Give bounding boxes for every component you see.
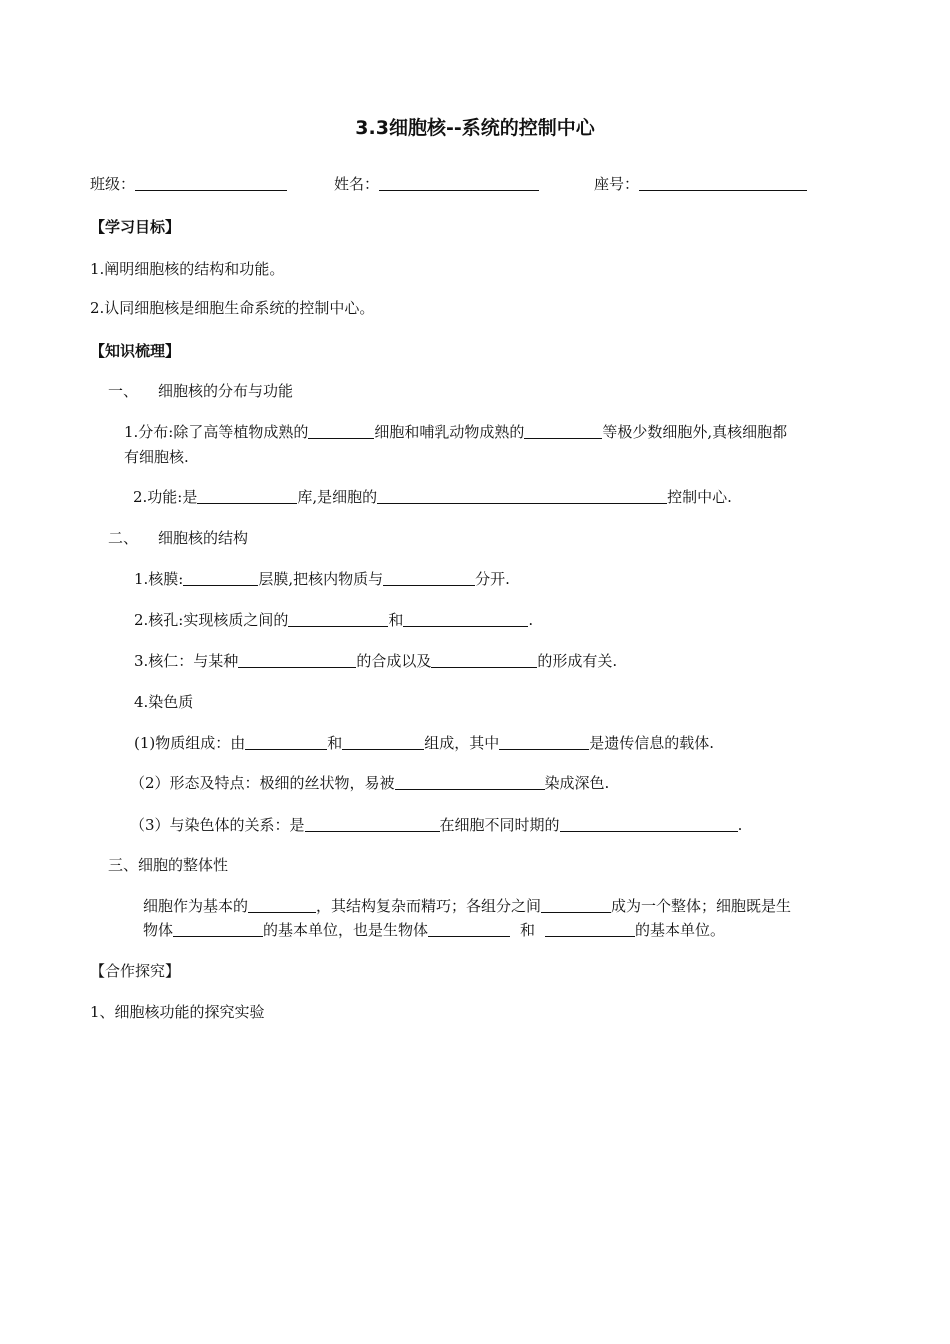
class-label: 班级： <box>90 175 136 193</box>
p2-4-2b: 染成深色. <box>544 774 610 792</box>
blank-dna[interactable] <box>245 734 327 750</box>
p2-4-3c: . <box>737 816 743 834</box>
p3-line2 <box>143 920 725 940</box>
blank-system[interactable] <box>248 897 316 913</box>
p3-line1 <box>143 896 791 916</box>
blank-same-substance[interactable] <box>305 816 440 832</box>
blank-coordinate[interactable] <box>541 897 611 913</box>
coop-item-1: 1、细胞核功能的探究实验 <box>90 1003 265 1021</box>
p2-1a: 1.核膜: <box>134 570 184 588</box>
info-row <box>90 174 287 194</box>
p3-a: 细胞作为基本的 <box>143 897 249 915</box>
blank-layers[interactable] <box>183 570 258 586</box>
p3-d: 物体 <box>143 921 174 939</box>
p2-2c: . <box>528 611 534 629</box>
blank-two-states[interactable] <box>560 816 738 832</box>
p2-4-shape <box>130 773 609 793</box>
blank-mammal-cell[interactable] <box>524 423 602 439</box>
p2-chromatin: 4.染色质 <box>134 693 194 711</box>
name-label: 姓名： <box>334 175 380 193</box>
class-blank[interactable] <box>135 175 287 191</box>
coop-header: 【合作探究】 <box>90 962 181 980</box>
blank-control[interactable] <box>377 488 667 504</box>
blank-rna[interactable] <box>238 652 356 668</box>
name-field <box>334 174 539 194</box>
p2-4-1c: 组成，其中 <box>424 734 500 752</box>
p2-4-1a: (1)物质组成：由 <box>134 734 246 752</box>
p2-4-composition <box>134 733 714 753</box>
p1-2b: 库,是细胞的 <box>297 488 378 506</box>
p3-e: 的基本单位，也是生物体 <box>263 921 429 939</box>
part1-heading <box>108 381 293 401</box>
goal-1: 1.阐明细胞核的结构和功能。 <box>90 260 285 278</box>
p1-2a: 2.功能:是 <box>133 488 198 506</box>
p1-1a: 1.分布:除了高等植物成熟的 <box>124 423 309 441</box>
p2-1c: 分开. <box>475 570 510 588</box>
blank-communication[interactable] <box>403 611 528 627</box>
knowledge-header: 【知识梳理】 <box>90 342 181 360</box>
p3-f: 和 <box>520 921 536 939</box>
p1-2c: 控制中心. <box>667 488 732 506</box>
p2-2b: 和 <box>388 611 404 629</box>
goals-header: 【学习目标】 <box>90 218 181 236</box>
goal-2: 2.认同细胞核是细胞生命系统的控制中心。 <box>90 299 375 317</box>
blank-separate[interactable] <box>383 570 475 586</box>
blank-dye[interactable] <box>395 774 545 790</box>
p2-4-1b: 和 <box>327 734 343 752</box>
p3-g: 的基本单位。 <box>635 921 726 939</box>
blank-heredity[interactable] <box>545 921 635 937</box>
p1-distribution <box>124 422 787 442</box>
p2-4-relation <box>130 815 742 835</box>
p2-3b: 的合成以及 <box>356 652 432 670</box>
part2-title: 细胞核的结构 <box>158 529 249 547</box>
p1-1c: 等极少数细胞外,真核细胞都 <box>602 423 788 441</box>
p2-4-2a: （2）形态及特点：极细的丝状物，易被 <box>130 774 395 792</box>
p2-3c: 的形成有关. <box>537 652 618 670</box>
p1-function <box>133 487 732 507</box>
p1-distribution-cont: 有细胞核. <box>124 448 189 466</box>
blank-plant-cell[interactable] <box>308 423 374 439</box>
name-blank[interactable] <box>379 175 539 191</box>
blank-library[interactable] <box>197 488 297 504</box>
p2-membrane <box>134 569 510 589</box>
p2-pore <box>134 610 533 630</box>
blank-ribosome[interactable] <box>431 652 537 668</box>
part3-heading: 三、细胞的整体性 <box>108 856 229 874</box>
p2-4-3a: （3）与染色体的关系：是 <box>130 816 305 834</box>
p2-1b: 层膜,把核内物质与 <box>258 570 384 588</box>
part1-number: 一、 <box>108 382 139 400</box>
seat-field <box>594 174 807 194</box>
blank-structure[interactable] <box>173 921 263 937</box>
p3-b: ，其结构复杂而精巧；各组分之间 <box>316 897 542 915</box>
blank-exchange[interactable] <box>288 611 388 627</box>
p3-c: 成为一个整体；细胞既是生 <box>611 897 792 915</box>
blank-metabolism[interactable] <box>428 921 510 937</box>
p2-4-1d: 是遗传信息的载体. <box>589 734 715 752</box>
p1-1b: 细胞和哺乳动物成熟的 <box>374 423 525 441</box>
p2-4-3b: 在细胞不同时期的 <box>439 816 560 834</box>
part2-number: 二、 <box>108 529 139 547</box>
part2-heading <box>108 528 248 548</box>
p2-3a: 3.核仁：与某种 <box>134 652 239 670</box>
page-title: 3.3细胞核--系统的控制中心 <box>355 117 595 139</box>
seat-label: 座号： <box>594 175 640 193</box>
blank-protein[interactable] <box>342 734 424 750</box>
p2-nucleolus <box>134 651 617 671</box>
seat-blank[interactable] <box>639 175 807 191</box>
blank-carrier[interactable] <box>499 734 589 750</box>
p2-2a: 2.核孔:实现核质之间的 <box>134 611 289 629</box>
part1-title: 细胞核的分布与功能 <box>158 382 294 400</box>
